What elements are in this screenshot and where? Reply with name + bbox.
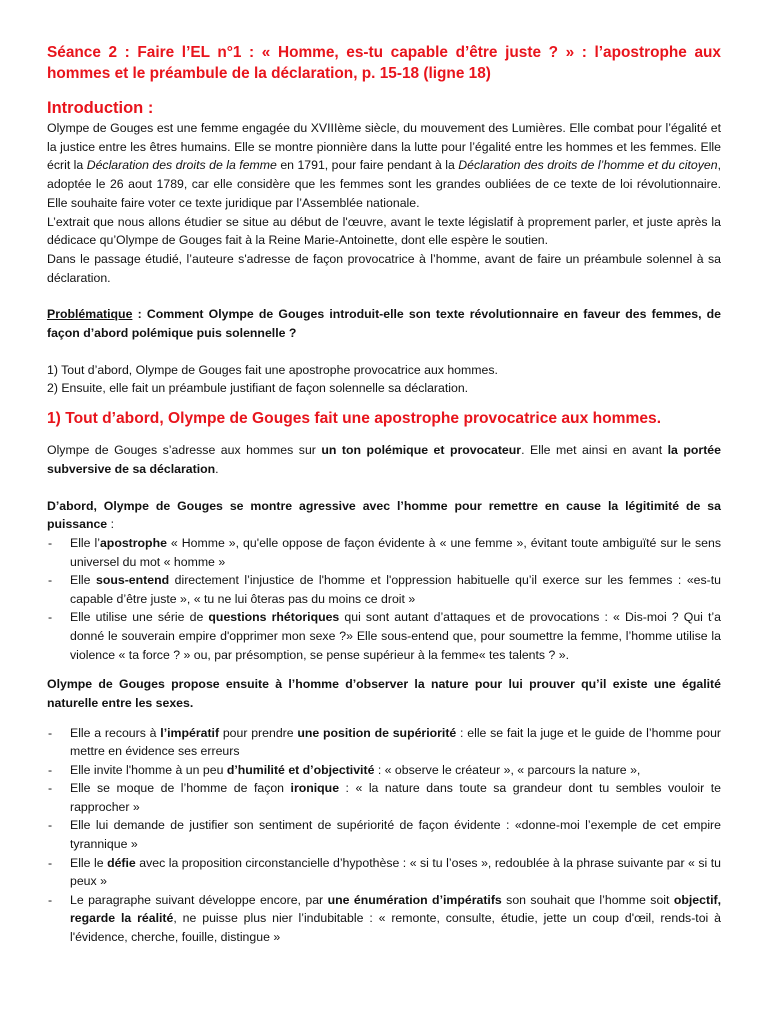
plan-item-2: 2) Ensuite, elle fait un préambule justifiant de façon solennelle sa déclaration. [47,381,469,396]
section-1-intro: Olympe de Gouges s’adresse aux hommes sur un ton polémique et provocateur. Elle met ainsi en avant la portée subversive de sa déclaration. [47,443,721,476]
introduction-heading: Introduction : [47,99,154,117]
list-item: - Elle l’apostrophe « Homme », qu'elle oppose de façon évidente à « une femme », évitant toute ambiguïté sur le sens universel du mot « homme » [47,534,721,571]
intro-paragraph-3: Dans le passage étudié, l’auteure s'adresse de façon provocatrice à l’homme, avant de faire un préambule solennel à sa déclaration. [47,251,721,285]
problematique: Problématique : Comment Olympe de Gouges introduit-elle son texte révolutionnaire en faveur des femmes, de façon d’abord polémique puis solennelle ? [47,307,721,341]
list-item: - Elle le défie avec la proposition circonstancielle d’hypothèse : « si tu l’oses », redoublée à la phrase suivante par « si tu peux » [47,854,721,891]
list-item: - Elle se moque de l’homme de façon ironique : « la nature dans toute sa grandeur dont tu sembles vouloir te rapprocher » [47,779,721,816]
page-title: Séance 2 : Faire l’EL n°1 : « Homme, es-tu capable d’être juste ? » : l’apostrophe aux hommes et le préambule de la déclaration, p. 15-18 (ligne 18) [47,44,721,82]
list-item: - Elle lui demande de justifier son sentiment de supériorité de façon évidente : «donne-moi l’exemple de cet empire tyrannique » [47,816,721,853]
list-item: - Elle sous-entend directement l’injustice de l'homme et l'oppression habituelle qu’il exerce sur les femmes : «es-tu capable d’être juste », « tu ne lui ôteras pas du moins ce droit » [47,571,721,608]
subsection-2-list [47,724,721,947]
plan-item-1: 1) Tout d’abord, Olympe de Gouges fait une apostrophe provocatrice aux hommes. [47,362,498,377]
document-page [47,42,721,947]
problematique-text: Comment Olympe de Gouges introduit-elle son texte révolutionnaire en faveur des femmes, de façon d’abord polémique puis solennelle ? [47,307,721,341]
list-item: - Elle a recours à l’impératif pour prendre une position de supériorité : elle se fait la juge et le guide de l’homme pour mettre en évidence ses erreurs [47,724,721,761]
subsection-1-list [47,534,721,664]
intro-paragraph-1: Olympe de Gouges est une femme engagée du XVIIIème siècle, du mouvement des Lumières. Elle combat pour l’égalité et la justice entre les êtres humains. Elle se montre pionnière dans la lutte pour l’égalité entre les hommes et les femmes. Elle écrit la Déclaration des droits de la femme en 1791, pour faire pendant à la Déclaration des droits de l’homme et du citoyen, adoptée le 26 aout 1789, car elle considère que les femmes sont les grandes oubliées de ce texte de loi révolutionnaire. Elle souhaite faire voter ce texte juridique par l’Assemblée nationale. [47,121,721,210]
section-1-heading: 1) Tout d’abord, Olympe de Gouges fait une apostrophe provocatrice aux hommes. [47,410,662,428]
list-item: - Le paragraphe suivant développe encore, par une énumération d’impératifs son souhait que l’homme soit objectif, regarde la réalité, ne puisse plus nier l’indubitable : « remonte, consulte, étudie, jette un coup d'œil, rends-toi à l'évidence, cherche, fouille, distingue » [47,891,721,947]
subsection-2-heading: Olympe de Gouges propose ensuite à l’homme d’observer la nature pour lui prouver qu’il existe une égalité naturelle entre les sexes. [47,677,721,710]
list-item: - Elle invite l'homme à un peu d’humilité et d’objectivité : « observe le créateur », « parcours la nature », [47,761,721,780]
intro-paragraph-2: L’extrait que nous allons étudier se situe au début de l'œuvre, avant le texte législatif à proprement parler, et juste après la dédicace qu’Olympe de Gouges fait à la Reine Marie-Antoinette, dont elle espère le soutien. [47,214,721,248]
list-item: - Elle utilise une série de questions rhétoriques qui sont autant d’attaques et de provocations : « Dis-moi ? Qui t’a donné le souverain empire d'opprimer mon sexe ?» Elle sous-entend que, pour soumettre la femme, l’homme utilise la violence « ta force ? » ou, par présomption, se pense supérieur à la femme« tes talents ? ». [47,608,721,664]
problematique-label: Problématique [47,307,133,322]
subsection-1-heading: D’abord, Olympe de Gouges se montre agressive avec l’homme pour remettre en cause la légitimité de sa puissance : [47,498,721,532]
